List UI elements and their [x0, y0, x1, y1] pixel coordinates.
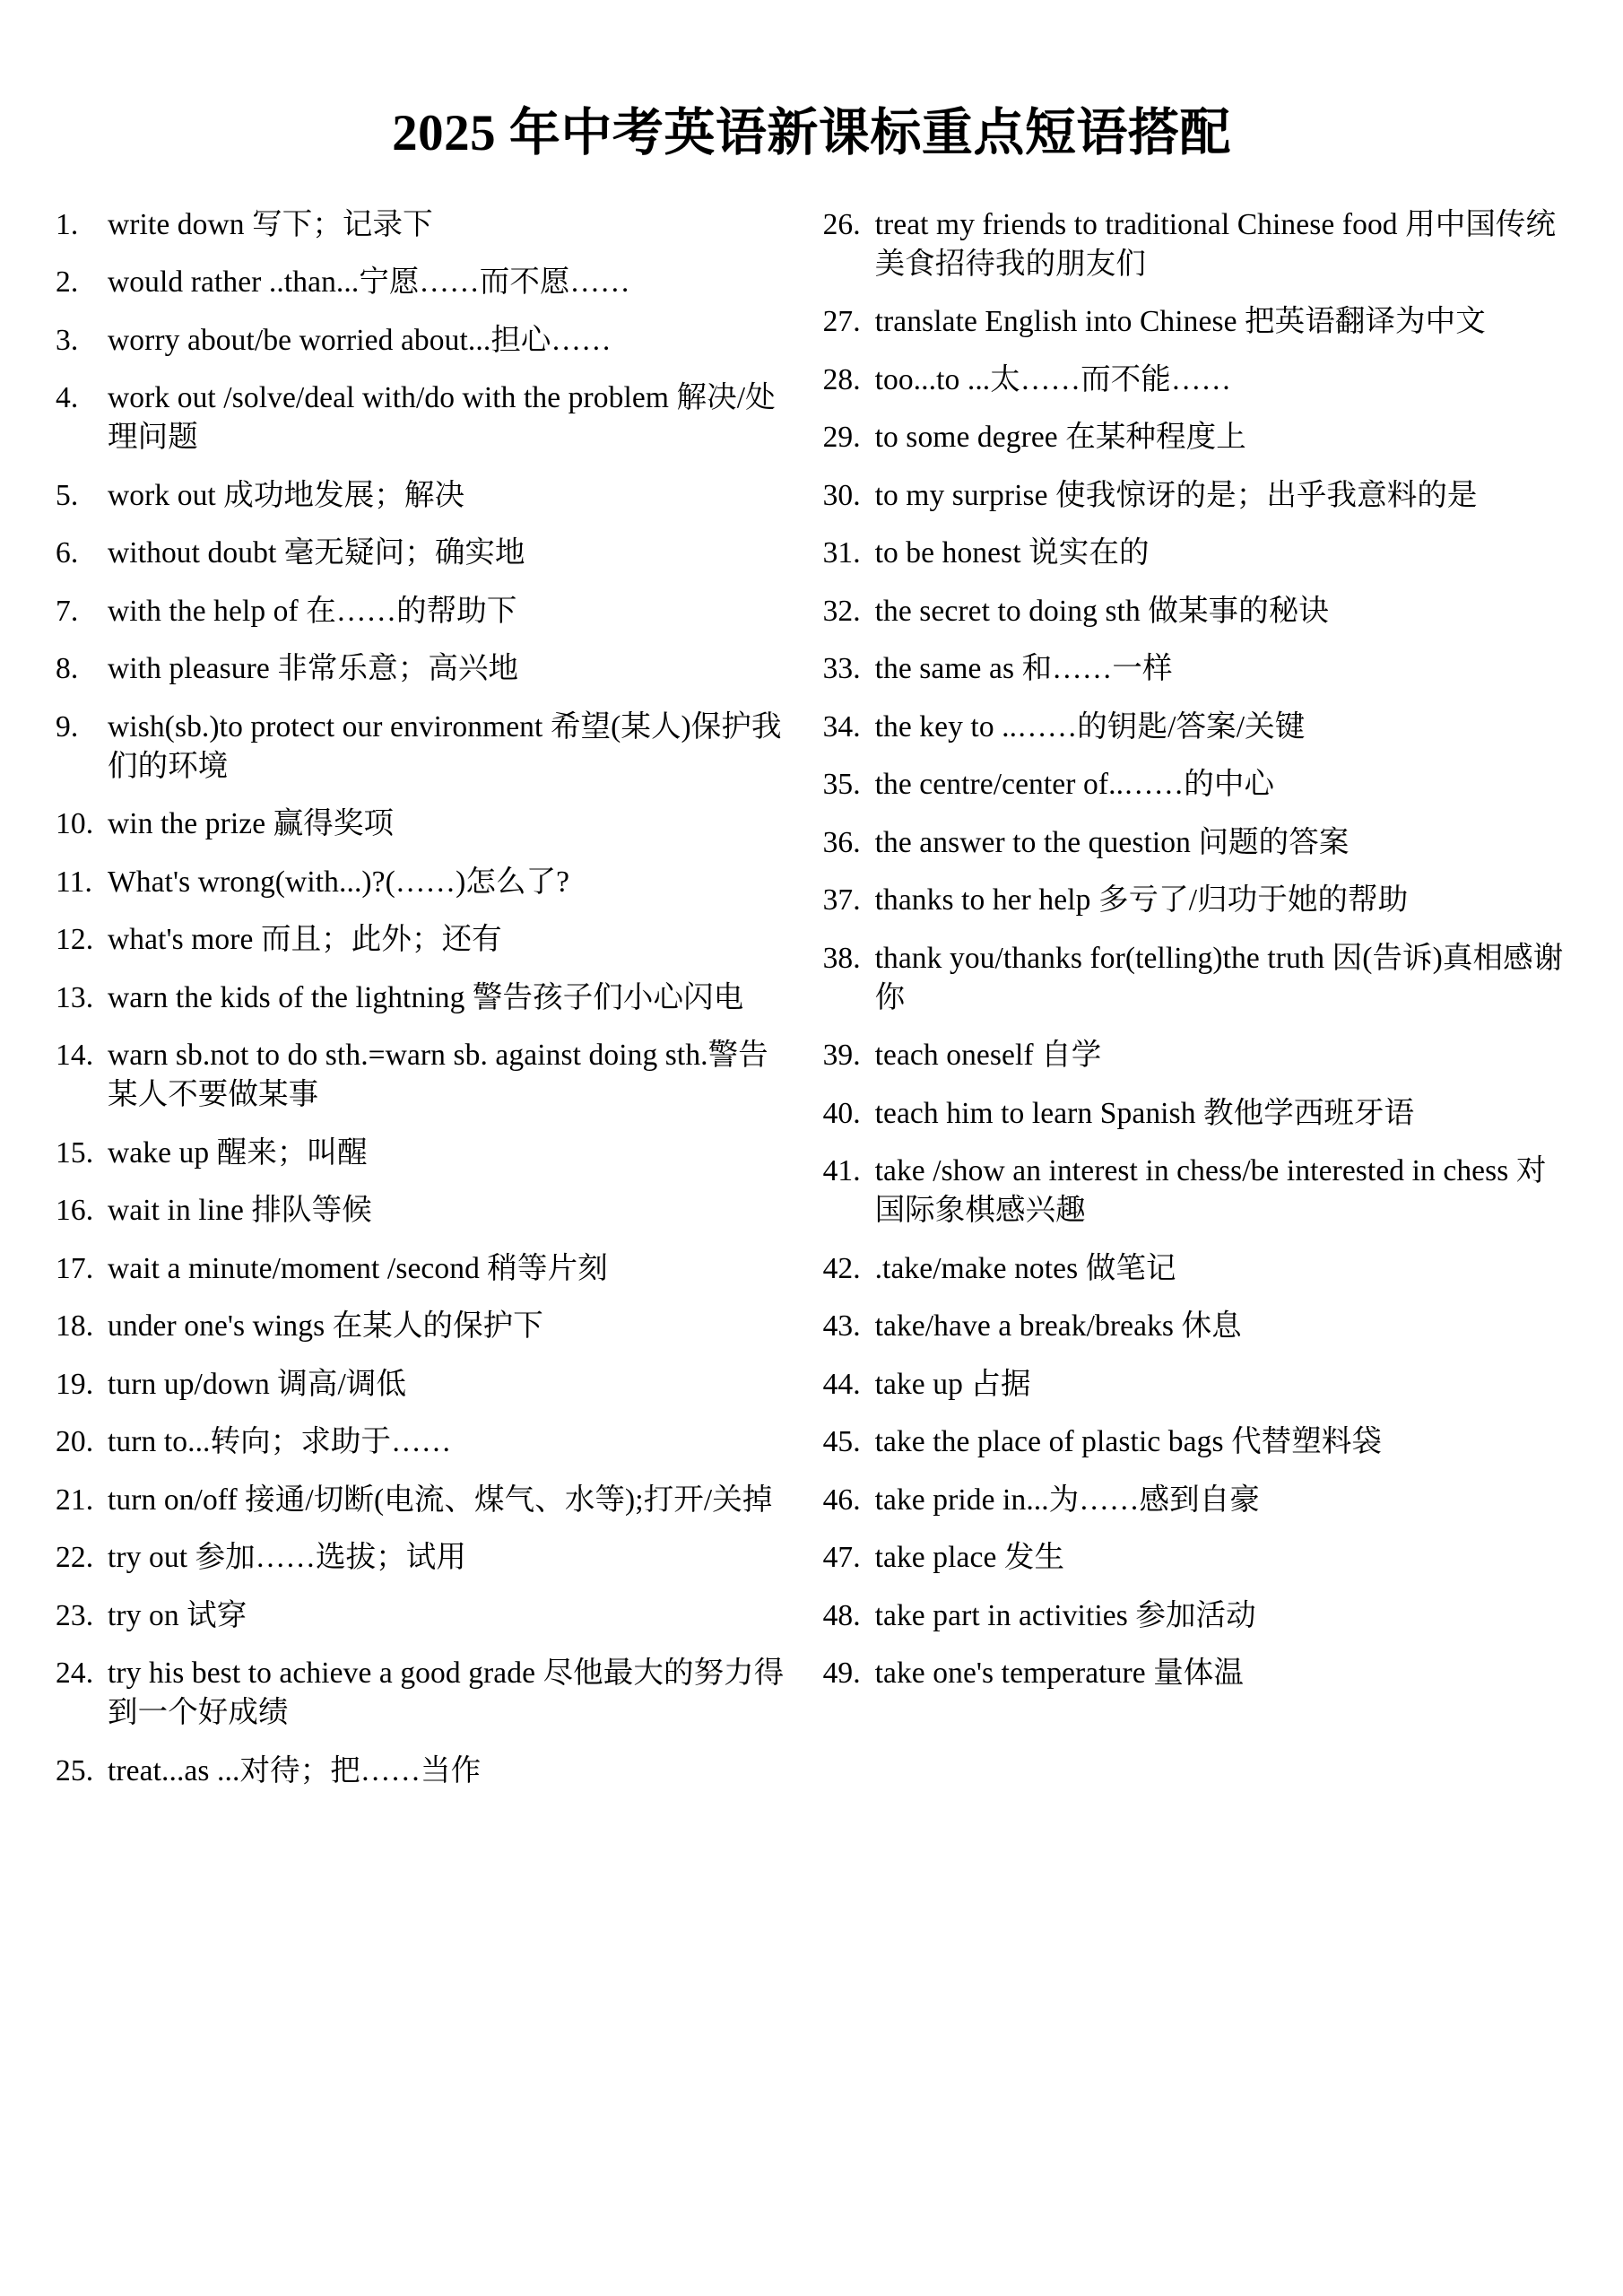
list-item-text: treat my friends to traditional Chinese food 用中国传统美食招待我的朋友们 — [874, 207, 1557, 281]
list-item-number: 25. — [56, 1753, 94, 1787]
list-item-text: take up 占据 — [874, 1367, 1031, 1401]
list-item — [823, 1365, 1567, 1405]
list-item-number: 47. — [822, 1541, 861, 1575]
list-item — [56, 1654, 789, 1733]
list-item-number: 37. — [822, 883, 861, 918]
list-item-text: warn sb.not to do sth.=warn sb. against doing sth.警告某人不要做某事 — [108, 1039, 768, 1112]
list-item-text: would rather ..than...宁愿……而不愿…… — [108, 265, 630, 300]
list-item — [823, 476, 1567, 516]
list-item — [823, 361, 1567, 400]
list-item-number: 35. — [822, 768, 861, 802]
list-item — [823, 1036, 1567, 1075]
list-item — [56, 1422, 789, 1462]
list-item-text: the answer to the question 问题的答案 — [874, 825, 1350, 859]
list-item-text: try on 试穿 — [108, 1598, 247, 1632]
list-item-text: the key to ..……的钥匙/答案/关键 — [874, 709, 1306, 744]
list-item-text: wait in line 排队等候 — [108, 1194, 372, 1228]
list-item — [56, 804, 789, 844]
list-item — [56, 378, 789, 457]
list-item — [56, 263, 789, 302]
list-item — [823, 649, 1567, 689]
list-item — [823, 418, 1567, 457]
list-item-number: 16. — [56, 1194, 94, 1228]
list-item — [823, 1654, 1567, 1693]
list-item — [823, 1481, 1567, 1520]
list-item — [823, 534, 1567, 573]
list-item-number: 8. — [56, 652, 79, 686]
list-item-number: 11. — [56, 865, 92, 899]
list-item-number: 29. — [822, 421, 861, 455]
list-item-text: to be honest 说实在的 — [874, 536, 1150, 570]
list-item-text: take/have a break/breaks 休息 — [874, 1309, 1242, 1344]
list-item-text: turn on/off 接通/切断(电流、煤气、水等);打开/关掉 — [108, 1483, 773, 1517]
list-item-text: take place 发生 — [874, 1541, 1065, 1575]
list-item-number: 31. — [822, 536, 861, 570]
list-item — [823, 592, 1567, 631]
list-item — [56, 476, 789, 516]
list-item-number: 2. — [56, 265, 79, 300]
list-item-number: 9. — [56, 709, 79, 744]
list-item — [823, 1152, 1567, 1231]
phrase-list-right-column — [805, 205, 1567, 1712]
list-item-number: 13. — [56, 980, 94, 1014]
list-item-number: 24. — [56, 1657, 94, 1691]
list-item — [56, 649, 789, 689]
list-item — [56, 920, 789, 960]
list-item-number: 42. — [822, 1251, 861, 1285]
list-item-text: .take/make notes 做笔记 — [874, 1251, 1176, 1285]
list-item-text: the same as 和……一样 — [874, 652, 1173, 686]
list-item-text: to my surprise 使我惊讶的是；出乎我意料的是 — [874, 478, 1478, 512]
list-item-text: with pleasure 非常乐意；高兴地 — [108, 652, 519, 686]
list-item-text: win the prize 赢得奖项 — [108, 807, 395, 841]
list-item-number: 30. — [822, 478, 861, 512]
list-item-number: 39. — [822, 1039, 861, 1073]
list-item — [56, 321, 789, 361]
list-item-number: 19. — [56, 1367, 94, 1401]
list-item — [56, 1365, 789, 1405]
page-title: 2025 年中考英语新课标重点短语搭配 — [392, 105, 1231, 161]
list-item-text: treat...as ...对待；把……当作 — [108, 1753, 482, 1787]
list-item-text: take part in activities 参加活动 — [874, 1598, 1256, 1632]
list-item-text: work out /solve/deal with/do with the problem 解决/处理问题 — [108, 381, 776, 455]
list-item — [823, 823, 1567, 863]
list-item — [56, 1481, 789, 1520]
list-item — [823, 1538, 1567, 1578]
list-item-number: 32. — [822, 594, 861, 628]
list-item-text: take pride in...为……感到自豪 — [874, 1483, 1260, 1517]
list-item-number: 22. — [56, 1541, 94, 1575]
list-item-number: 20. — [56, 1425, 94, 1459]
list-item-text: wish(sb.)to protect our environment 希望(某人)保护我们的环境 — [108, 709, 782, 783]
list-item-number: 36. — [822, 825, 861, 859]
phrase-list-left-column — [56, 205, 805, 1810]
list-item — [823, 765, 1567, 804]
list-item-text: wake up 醒来；叫醒 — [108, 1135, 368, 1170]
list-item-number: 4. — [56, 381, 79, 415]
list-item-text: turn to...转向；求助于…… — [108, 1425, 452, 1459]
list-item-text: warn the kids of the lightning 警告孩子们小心闪电 — [108, 980, 744, 1014]
list-item-number: 23. — [56, 1598, 94, 1632]
list-item-text: thanks to her help 多亏了/归功于她的帮助 — [874, 883, 1409, 918]
list-item-text: try out 参加……选拔；试用 — [108, 1541, 466, 1575]
list-item-number: 15. — [56, 1135, 94, 1170]
list-item — [56, 1249, 789, 1289]
list-item — [56, 1596, 789, 1636]
list-item-text: take one's temperature 量体温 — [874, 1657, 1244, 1691]
list-item-text: teach oneself 自学 — [874, 1039, 1102, 1073]
list-item-number: 43. — [822, 1309, 861, 1344]
list-item — [56, 1538, 789, 1578]
list-item — [823, 881, 1567, 920]
list-item-text: try his best to achieve a good grade 尽他最大的努力得到一个好成绩 — [108, 1657, 785, 1730]
list-item-number: 12. — [56, 923, 94, 957]
list-item — [56, 1134, 789, 1173]
list-item-number: 7. — [56, 594, 79, 628]
list-item — [823, 1422, 1567, 1462]
list-item-text: under one's wings 在某人的保护下 — [108, 1309, 543, 1344]
list-item-text: take /show an interest in chess/be interested in chess 对国际象棋感兴趣 — [874, 1154, 1547, 1228]
list-item — [823, 302, 1567, 342]
list-item-number: 45. — [822, 1425, 861, 1459]
list-item — [56, 1307, 789, 1346]
list-item — [56, 863, 789, 902]
list-item-number: 1. — [56, 207, 79, 241]
two-column-body — [0, 205, 1623, 1810]
list-item-text: the secret to doing sth 做某事的秘诀 — [874, 594, 1329, 628]
list-item-number: 5. — [56, 478, 79, 512]
list-item-number: 27. — [822, 305, 861, 339]
list-item — [823, 205, 1567, 284]
list-item — [56, 1191, 789, 1231]
list-item-number: 38. — [822, 941, 861, 975]
list-item — [823, 708, 1567, 747]
list-item-text: take the place of plastic bags 代替塑料袋 — [874, 1425, 1383, 1459]
list-item-number: 48. — [822, 1598, 861, 1632]
list-item-number: 21. — [56, 1483, 94, 1517]
list-item — [56, 1752, 789, 1791]
list-item — [56, 978, 789, 1018]
list-item-text: teach him to learn Spanish 教他学西班牙语 — [874, 1096, 1415, 1130]
list-item-number: 17. — [56, 1251, 94, 1285]
list-item — [823, 939, 1567, 1018]
list-item-number: 28. — [822, 362, 861, 396]
list-item-text: thank you/thanks for(telling)the truth 因(告诉)真相感谢你 — [874, 941, 1564, 1014]
list-item — [823, 1094, 1567, 1134]
list-item-number: 33. — [822, 652, 861, 686]
list-item-text: What's wrong(with...)?(……)怎么了? — [108, 865, 570, 899]
list-item-text: worry about/be worried about...担心…… — [108, 323, 612, 357]
list-item-number: 46. — [822, 1483, 861, 1517]
list-item-number: 3. — [56, 323, 79, 357]
list-item — [823, 1307, 1567, 1346]
list-item-text: wait a minute/moment /second 稍等片刻 — [108, 1251, 608, 1285]
list-item — [56, 1036, 789, 1115]
list-item-text: without doubt 毫无疑问；确实地 — [108, 536, 525, 570]
list-item-number: 18. — [56, 1309, 94, 1344]
list-item-text: to some degree 在某种程度上 — [874, 421, 1246, 455]
list-item — [56, 534, 789, 573]
list-item-number: 40. — [822, 1096, 861, 1130]
list-item-number: 14. — [56, 1039, 94, 1073]
list-item-text: turn up/down 调高/调低 — [108, 1367, 407, 1401]
list-item-number: 6. — [56, 536, 79, 570]
list-item-number: 10. — [56, 807, 94, 841]
list-item-text: too...to ...太……而不能…… — [874, 362, 1232, 396]
list-item-text: write down 写下；记录下 — [108, 207, 433, 241]
list-item-text: with the help of 在……的帮助下 — [108, 594, 517, 628]
list-item-text: the centre/center of..……的中心 — [874, 768, 1275, 802]
list-item-number: 34. — [822, 709, 861, 744]
list-item — [56, 708, 789, 787]
list-item-number: 41. — [822, 1154, 861, 1188]
list-item-text: what's more 而且；此外；还有 — [108, 923, 502, 957]
list-item-number: 26. — [822, 207, 861, 241]
list-item — [823, 1596, 1567, 1636]
list-item-number: 44. — [822, 1367, 861, 1401]
list-item-number: 49. — [822, 1657, 861, 1691]
list-item — [56, 592, 789, 631]
list-item-text: work out 成功地发展；解决 — [108, 478, 465, 512]
list-item — [56, 205, 789, 245]
list-item-text: translate English into Chinese 把英语翻译为中文 — [874, 305, 1486, 339]
list-item — [823, 1249, 1567, 1289]
